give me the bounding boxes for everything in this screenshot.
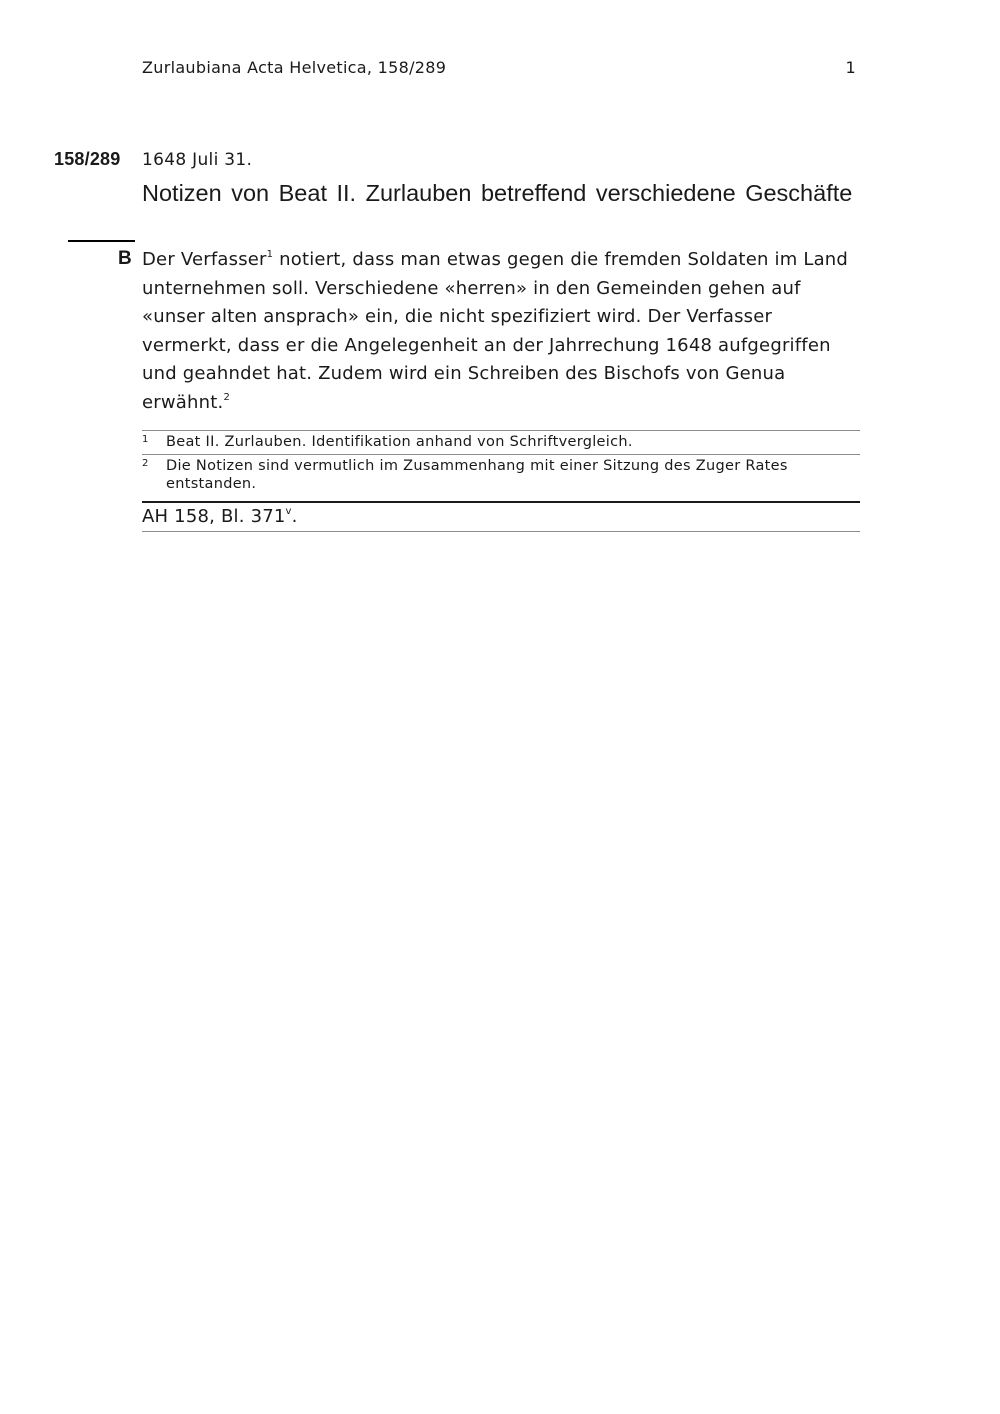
footnote-text: Beat II. Zurlauben. Identifikation anhand von Schriftvergleich. xyxy=(166,434,633,450)
footnote-2 xyxy=(142,454,860,496)
footnote-text: Die Notizen sind vermutlich im Zusammenhang mit einer Sitzung des Zuger Rates entstanden. xyxy=(166,458,788,492)
footnote-number: 1 xyxy=(142,434,149,445)
section-marker: B xyxy=(118,248,132,269)
abstract-part-2: notiert, dass man etwas gegen die fremden Soldaten im Land unternehmen soll. Verschiedene «herren» in den Gemeinden gehen auf «unser alten ansprach» ein, die nicht spezifiziert wird. Der Verfasser vermerkt, dass er die Angelegenheit an der Jahrrechung 1648 aufgegriffen und geahndet hat. Zudem wird ein Schreiben des Bischofs von Genua erwähnt. xyxy=(142,249,849,413)
running-header xyxy=(142,58,860,77)
running-title: Zurlaubiana Acta Helvetica, 158/289 xyxy=(142,58,447,77)
abstract-part-1: Der Verfasser xyxy=(142,249,267,270)
footnote-reference-1[interactable]: 1 xyxy=(266,249,274,260)
footnote-1 xyxy=(142,430,860,454)
entry-date: 1648 Juli 31. xyxy=(142,150,253,170)
archive-reference-text: AH 158, Bl. 371 xyxy=(142,506,286,527)
page-number: 1 xyxy=(845,58,856,77)
margin-rule xyxy=(68,240,135,242)
footnote-reference-2[interactable]: 2 xyxy=(223,391,230,403)
archive-reference-superscript: v xyxy=(285,506,292,517)
archive-reference-suffix: . xyxy=(291,506,298,527)
entry-title: Notizen von Beat II. Zurlauben betreffend verschiedene Geschäfte xyxy=(142,180,853,206)
abstract-text xyxy=(142,246,860,418)
entry-number: 158/289 xyxy=(54,149,121,169)
footnotes xyxy=(142,430,860,496)
footnote-number: 2 xyxy=(142,458,149,469)
archive-reference xyxy=(142,501,860,532)
